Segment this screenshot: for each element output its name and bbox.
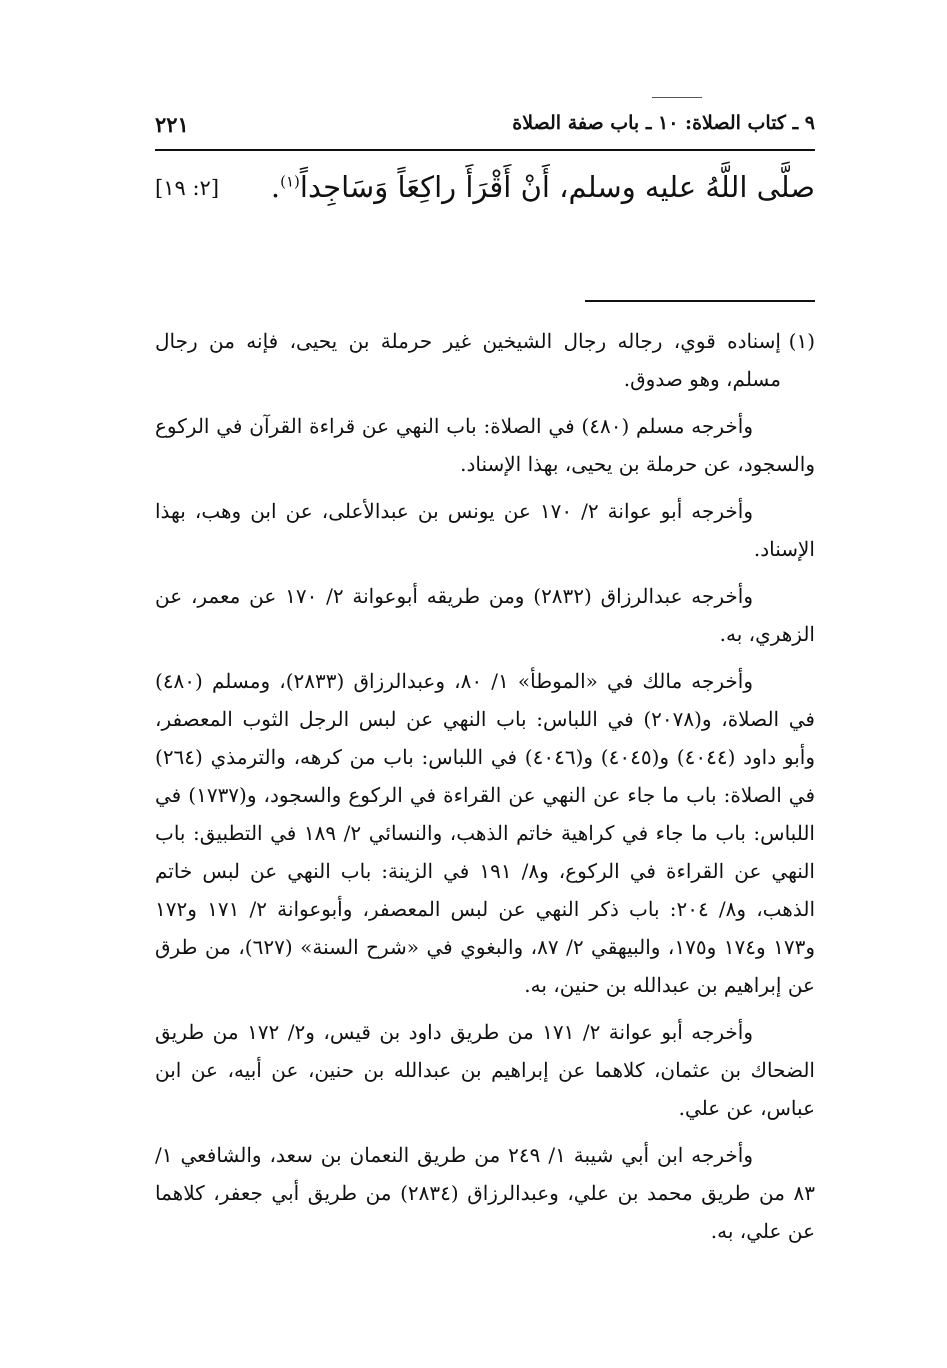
footnote-divider — [585, 300, 815, 302]
footnote-number: (١) — [788, 329, 815, 353]
hadith-text — [271, 170, 815, 204]
footnote-paragraph: وأخرجه أبو عوانة ٢/ ١٧١ من طريق داود بن قيس، و٢/ ١٧٢ من طريق الضحاك بن عثمان، كلاهما عن إبراهيم بن عبدالله بن حنين، عن أبيه، عن ابن عباس، عن علي. — [155, 1020, 815, 1120]
footnote-paragraph: وأخرجه مالك في «الموطأ» ١/ ٨٠، وعبدالرزاق (٢٨٣٣)، ومسلم (٤٨٠) في الصلاة، و(٢٠٧٨) في اللباس: باب النهي عن لبس الرجل الثوب المعصفر، وأبو داود (٤٠٤٤) و(٤٠٤٥) و(٤٠٤٦) في اللباس: باب من كرهه، والترمذي (٢٦٤) في الصلاة: باب ما جاء عن النهي عن القراءة في الركوع والسجود، و(١٧٣٧) في اللباس: باب ما جاء في كراهية خاتم الذهب، والنسائي ٢/ ١٨٩ في التطبيق: باب النهي عن القراءة في الركوع، و٨/ ١٩١ في الزينة: باب النهي عن لبس خاتم الذهب، و٨/ ٢٠٤: باب ذكر النهي عن لبس المعصفر، وأبوعوانة ٢/ ١٧١ و١٧٢ و١٧٣ و١٧٤ و١٧٥، والبيهقي ٢/ ٨٧، والبغوي في «شرح السنة» (٦٢٧)، من طرق عن إبراهيم بن عبدالله بن حنين، به. — [155, 669, 816, 997]
hadith-end-dot: . — [270, 170, 281, 204]
footnote-marker: (١) — [280, 172, 300, 191]
footnote-paragraph: وأخرجه ابن أبي شيبة ١/ ٢٤٩ من طريق النعمان بن سعد، والشافعي ١/ ٨٣ من طريق محمد بن علي، وعبدالرزاق (٢٨٣٤) من طريق أبي جعفر، كلاهما عن علي، به. — [155, 1143, 816, 1243]
page-header — [155, 108, 815, 148]
footnote-text: إسناده قوي، رجاله رجال الشيخين غير حرملة بن يحيى، فإنه من رجال مسلم، وهو صدوق. — [155, 329, 781, 391]
running-title: ٩ ـ كتاب الصلاة: ١٠ ـ باب صفة الصلاة — [512, 112, 815, 134]
header-divider — [155, 149, 815, 151]
footnotes-section — [155, 322, 815, 1250]
hadith-body: صلَّى اللَّهُ عليه وسلم، أَنْ أَقْرَأَ راكِعَاً وَسَاجِداً — [299, 170, 815, 204]
footnote-paragraph: وأخرجه عبدالرزاق (٢٨٣٢) ومن طريقه أبوعوانة ٢/ ١٧٠ عن معمر، عن الزهري، به. — [155, 584, 815, 646]
header-decoration-line — [652, 97, 702, 98]
footnote-paragraph: وأخرجه أبو عوانة ٢/ ١٧٠ عن يونس بن عبدالأعلى، عن ابن وهب، بهذا الإسناد. — [155, 499, 815, 561]
footnote-paragraph: وأخرجه مسلم (٤٨٠) في الصلاة: باب النهي عن قراءة القرآن في الركوع والسجود، عن حرملة بن يحيى، بهذا الإسناد. — [155, 414, 815, 476]
footnote-paragraph — [155, 322, 815, 398]
main-text-line — [155, 170, 815, 218]
hadith-reference: [٢: ١٩] — [155, 176, 220, 200]
page-number: ٢٢١ — [155, 112, 189, 137]
